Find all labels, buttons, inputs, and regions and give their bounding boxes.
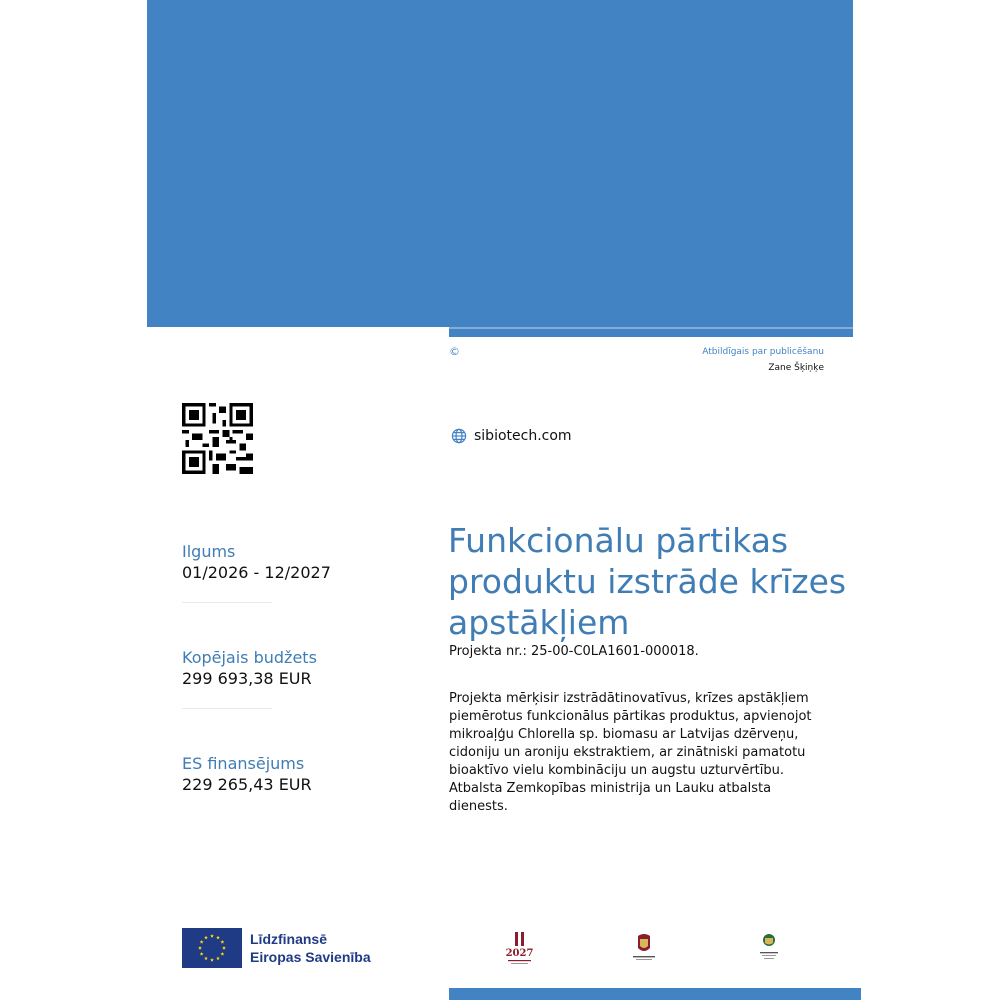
fact-total-budget — [182, 648, 412, 754]
fact-divider — [182, 708, 272, 709]
fact-eu-funding-label: ES finansējums — [182, 754, 305, 773]
globe-icon — [451, 428, 467, 444]
project-number: Projekta nr.: 25-00-C0LA1601-000018. — [449, 644, 699, 659]
accent-bar-top-highlight — [449, 327, 853, 329]
eu-flag-icon — [182, 928, 242, 968]
svg-text:2027: 2027 — [505, 948, 534, 959]
accent-bar-bottom — [449, 988, 861, 1000]
fact-eu-funding-value: 229 265,43 EUR — [182, 775, 312, 794]
project-description — [449, 690, 819, 816]
eu-logo-line2: Eiropas Savienība — [250, 949, 371, 965]
fact-duration-label: Ilgums — [182, 542, 236, 561]
project-support-text: Atbalsta Zemkopības ministrija un Lauku atbalsta dienests. — [449, 781, 772, 814]
project-goal-text: Projekta mērķisir izstrādātinovatīvus, krīzes apstākļiem piemērotus funkcionālus pārtikas produktus, apvienojot mikroaļģu Chlorella sp. biomasu ar Latvijas dzērveņu, cidoniju un aroniju ekstraktiem, ar zinātniski pamatotu bioaktīvo vielu kombināciju un augstu uzturvērtību. — [449, 691, 812, 778]
fact-duration — [182, 542, 412, 648]
project-facts — [182, 542, 412, 860]
ii-2027-logo — [500, 930, 540, 970]
eu-cofunded-logo — [182, 928, 371, 968]
fact-total-budget-value: 299 693,38 EUR — [182, 669, 312, 688]
copyright-symbol: © — [449, 345, 460, 358]
hero-image-block — [147, 0, 853, 327]
fact-duration-value: 01/2026 - 12/2027 — [182, 563, 331, 582]
website-link[interactable] — [451, 428, 572, 444]
eu-logo-text — [250, 930, 371, 966]
fact-eu-funding — [182, 754, 412, 860]
publisher-label: Atbildīgais par publicēšanu — [702, 347, 824, 357]
eu-logo-line1: Līdzfinansē — [250, 931, 328, 947]
fact-divider — [182, 602, 272, 603]
fact-total-budget-label: Kopējais budžets — [182, 648, 317, 667]
qr-code-icon[interactable] — [182, 403, 253, 474]
support-service-emblem-logo — [752, 930, 786, 966]
website-label[interactable]: sibiotech.com — [474, 428, 572, 444]
project-title: Funkcionālu pārtikas produktu izstrāde krīzes apstākļiem — [448, 521, 847, 642]
publisher-name: Zane Šķiņķe — [768, 363, 824, 373]
ministry-emblem-logo — [626, 930, 662, 966]
